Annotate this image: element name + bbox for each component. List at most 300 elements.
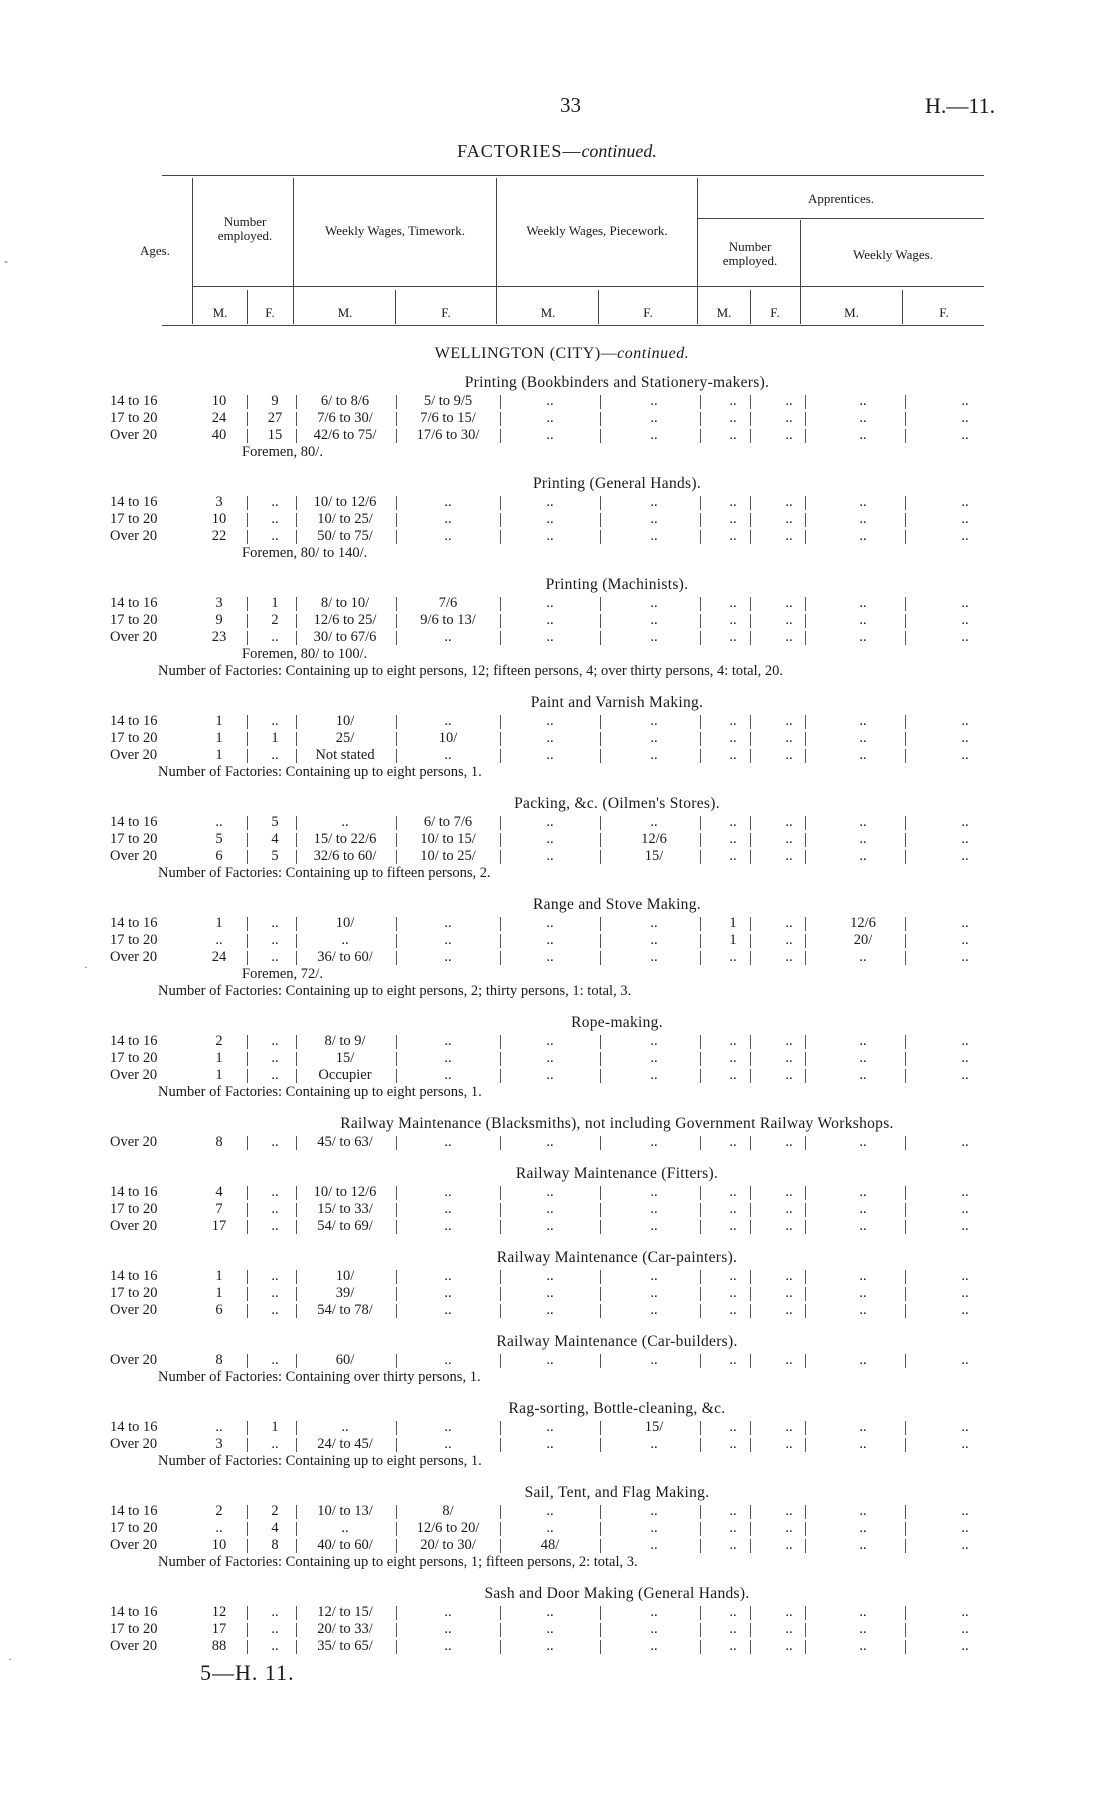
apprentice-female-count-value: ..	[785, 612, 793, 628]
piecework-male-value: ..	[546, 1503, 554, 1519]
column-rule	[296, 1220, 297, 1234]
column-rule	[247, 614, 248, 628]
industry-section	[0, 1114, 1114, 1151]
column-rule	[396, 395, 397, 409]
column-rule	[396, 850, 397, 864]
piecework-female-value: ..	[650, 1503, 658, 1519]
column-rule	[750, 1287, 751, 1301]
column-rule	[500, 1606, 501, 1620]
apprentice-male-count-value: ..	[729, 1218, 737, 1234]
male-count-value: 2	[215, 1033, 223, 1049]
apprentice-male-wages-value: ..	[859, 713, 867, 729]
column-rule	[296, 1052, 297, 1066]
piecework-male-value: ..	[546, 528, 554, 544]
piecework-female-value: ..	[650, 1436, 658, 1452]
piecework-female-value: ..	[650, 1638, 658, 1654]
table-body	[0, 373, 1114, 1668]
apprentice-female-count-value: ..	[785, 730, 793, 746]
piecework-male-value: ..	[546, 1067, 554, 1083]
apprentice-female-wages-value: ..	[961, 595, 969, 611]
section-title: Sail, Tent, and Flag Making.	[524, 1484, 710, 1501]
apprentice-male-count-value: ..	[729, 612, 737, 628]
age-cell: 14 to 16	[110, 915, 158, 931]
column-rule	[750, 917, 751, 931]
header-divider	[800, 220, 801, 324]
column-rule	[750, 1220, 751, 1234]
timework-male-value: 8/ to 9/	[324, 1033, 366, 1049]
column-rule	[600, 1640, 601, 1654]
apprentice-female-count-value: ..	[785, 1436, 793, 1452]
column-rule	[500, 631, 501, 645]
apprentice-male-count-value: ..	[729, 831, 737, 847]
piecework-male-value: ..	[546, 511, 554, 527]
age-cell: 17 to 20	[110, 1285, 158, 1301]
male-count-value: 4	[215, 1184, 223, 1200]
column-rule	[905, 749, 906, 763]
apprentice-female-wages-value: ..	[961, 1285, 969, 1301]
piecework-male-value: ..	[546, 1033, 554, 1049]
male-count-value: ..	[215, 932, 223, 948]
piecework-male-value: ..	[546, 1604, 554, 1620]
female-count-value: ..	[271, 1302, 279, 1318]
column-rule	[296, 1640, 297, 1654]
column-rule	[905, 429, 906, 443]
table-row	[0, 1285, 1114, 1302]
column-rule	[805, 1069, 806, 1083]
column-rule	[600, 816, 601, 830]
column-rule	[905, 850, 906, 864]
timework-female-value: ..	[444, 1218, 452, 1234]
timework-male-value: 36/ to 60/	[317, 949, 373, 965]
industry-section	[0, 1164, 1114, 1235]
female-count-value: 5	[271, 848, 279, 864]
column-rule	[500, 1052, 501, 1066]
column-rule	[905, 1035, 906, 1049]
column-rule	[700, 833, 701, 847]
column-rule	[247, 1220, 248, 1234]
column-rule	[600, 631, 601, 645]
column-rule	[396, 1606, 397, 1620]
foremen-note: Foremen, 80/ to 100/.	[242, 646, 368, 662]
age-cell: Over 20	[110, 1638, 158, 1654]
column-rule	[296, 934, 297, 948]
column-rule	[247, 429, 248, 443]
age-cell: Over 20	[110, 1218, 158, 1234]
apprentice-male-count-value: ..	[729, 747, 737, 763]
factories-note: Number of Factories: Containing over thirty persons, 1.	[158, 1369, 481, 1385]
column-rule	[600, 1035, 601, 1049]
header-number-employed: Number employed.	[217, 214, 273, 243]
column-rule	[805, 1035, 806, 1049]
column-rule	[296, 1522, 297, 1536]
apprentice-male-count-value: ..	[729, 848, 737, 864]
column-rule	[700, 1505, 701, 1519]
female-count-value: 1	[271, 730, 279, 746]
column-rule	[396, 412, 397, 426]
apprentice-female-wages-value: ..	[961, 1638, 969, 1654]
male-count-value: 12	[211, 1604, 227, 1620]
female-count-value: ..	[271, 747, 279, 763]
column-rule	[700, 1640, 701, 1654]
piecework-male-value: ..	[546, 427, 554, 443]
column-rule	[700, 951, 701, 965]
timework-male-value: 54/ to 78/	[317, 1302, 373, 1318]
table-row	[0, 915, 1114, 932]
column-rule	[905, 530, 906, 544]
column-rule	[905, 1623, 906, 1637]
apprentice-male-wages-value: 20/	[853, 932, 873, 948]
male-count-value: 6	[215, 1302, 223, 1318]
column-rule	[500, 1203, 501, 1217]
column-rule	[905, 597, 906, 611]
table-row	[0, 612, 1114, 629]
apprentice-female-wages-value: ..	[961, 848, 969, 864]
industry-section	[0, 895, 1114, 1000]
column-rule	[296, 816, 297, 830]
column-rule	[296, 1606, 297, 1620]
column-rule	[905, 1421, 906, 1435]
factories-note: Number of Factories: Containing up to eight persons, 1; fifteen persons, 2: total, 3.	[158, 1554, 638, 1570]
age-cell: 14 to 16	[110, 713, 158, 729]
apprentice-male-count-value: ..	[729, 1352, 737, 1368]
column-rule	[247, 1270, 248, 1284]
column-rule	[905, 1354, 906, 1368]
female-count-value: 4	[271, 831, 279, 847]
header-weekly-piecework: Weekly Wages, Piecework.	[526, 223, 668, 238]
table-row	[0, 1537, 1114, 1554]
piecework-male-value: ..	[546, 747, 554, 763]
apprentice-male-wages-value: ..	[859, 393, 867, 409]
column-rule	[600, 1438, 601, 1452]
column-rule	[296, 530, 297, 544]
age-cell: 17 to 20	[110, 831, 158, 847]
column-rule	[247, 412, 248, 426]
piecework-female-value: ..	[650, 915, 658, 931]
timework-male-value: 50/ to 75/	[317, 528, 373, 544]
piecework-female-value: 15/	[644, 848, 664, 864]
apprentice-female-count-value: ..	[785, 1218, 793, 1234]
column-rule	[750, 412, 751, 426]
table-row	[0, 629, 1114, 646]
age-cell: 17 to 20	[110, 1050, 158, 1066]
section-title: Packing, &c. (Oilmen's Stores).	[514, 795, 720, 812]
timework-male-value: 10/	[335, 1268, 355, 1284]
column-rule	[500, 850, 501, 864]
column-rule	[600, 496, 601, 510]
column-rule	[905, 496, 906, 510]
female-count-value: 9	[271, 393, 279, 409]
column-rule	[247, 496, 248, 510]
apprentice-male-count-value: ..	[729, 814, 737, 830]
table-row	[0, 932, 1114, 949]
apprentice-male-wages-value: ..	[859, 528, 867, 544]
column-rule	[700, 412, 701, 426]
timework-male-value: 35/ to 65/	[317, 1638, 373, 1654]
table-row	[0, 1033, 1114, 1050]
column-rule	[247, 1069, 248, 1083]
table-row	[0, 713, 1114, 730]
column-rule	[700, 1203, 701, 1217]
column-rule	[700, 917, 701, 931]
piecework-male-value: ..	[546, 1184, 554, 1200]
column-rule	[500, 530, 501, 544]
timework-male-value: 12/6 to 25/	[313, 612, 377, 628]
column-rule	[396, 1505, 397, 1519]
timework-female-value: ..	[444, 1050, 452, 1066]
table-row	[0, 1352, 1114, 1369]
column-rule	[396, 1035, 397, 1049]
column-rule	[600, 395, 601, 409]
column-rule	[396, 1203, 397, 1217]
apprentice-female-count-value: ..	[785, 1621, 793, 1637]
column-rule	[296, 1069, 297, 1083]
female-count-value: ..	[271, 1638, 279, 1654]
female-count-value: ..	[271, 1268, 279, 1284]
column-rule	[805, 429, 806, 443]
header-divider	[496, 178, 497, 324]
column-rule	[247, 631, 248, 645]
female-count-value: ..	[271, 949, 279, 965]
piecework-female-value: ..	[650, 1033, 658, 1049]
piecework-female-value: ..	[650, 1520, 658, 1536]
apprentice-male-wages-value: ..	[859, 1419, 867, 1435]
header-m: M.	[212, 305, 228, 320]
table-row	[0, 393, 1114, 410]
column-rule	[905, 614, 906, 628]
apprentice-female-wages-value: ..	[961, 949, 969, 965]
column-rule	[600, 1052, 601, 1066]
apprentice-female-wages-value: ..	[961, 932, 969, 948]
timework-female-value: 12/6 to 20/	[416, 1520, 480, 1536]
male-count-value: 1	[215, 915, 223, 931]
column-rule	[247, 1606, 248, 1620]
female-count-value: ..	[271, 494, 279, 510]
margin-mark: -	[4, 254, 8, 268]
apprentice-female-count-value: ..	[785, 831, 793, 847]
column-rule	[600, 614, 601, 628]
age-cell: 14 to 16	[110, 393, 158, 409]
apprentice-male-wages-value: ..	[859, 814, 867, 830]
piecework-female-value: ..	[650, 932, 658, 948]
timework-female-value: ..	[444, 528, 452, 544]
column-rule	[805, 1438, 806, 1452]
column-rule	[905, 917, 906, 931]
apprentice-male-wages-value: ..	[859, 1537, 867, 1553]
column-rule	[750, 934, 751, 948]
column-rule	[296, 614, 297, 628]
column-rule	[500, 1287, 501, 1301]
column-rule	[247, 1421, 248, 1435]
male-count-value: 10	[211, 511, 227, 527]
apprentice-female-count-value: ..	[785, 1520, 793, 1536]
age-cell: 17 to 20	[110, 1520, 158, 1536]
age-cell: 17 to 20	[110, 511, 158, 527]
industry-section	[0, 794, 1114, 882]
column-rule	[296, 749, 297, 763]
apprentice-male-count-value: ..	[729, 629, 737, 645]
apprentice-male-count-value: ..	[729, 1302, 737, 1318]
column-rule	[500, 597, 501, 611]
age-cell: 17 to 20	[110, 612, 158, 628]
column-rule	[700, 1069, 701, 1083]
column-rule	[750, 1623, 751, 1637]
column-rule	[750, 614, 751, 628]
timework-male-value: 10/	[335, 915, 355, 931]
piecework-female-value: ..	[650, 814, 658, 830]
female-count-value: ..	[271, 629, 279, 645]
male-count-value: 24	[211, 949, 227, 965]
section-title: Railway Maintenance (Car-builders).	[496, 1333, 738, 1350]
timework-male-value: 39/	[335, 1285, 355, 1301]
timework-female-value: 10/ to 15/	[420, 831, 476, 847]
column-rule	[905, 1203, 906, 1217]
column-rule	[247, 1539, 248, 1553]
apprentice-male-count-value: ..	[729, 494, 737, 510]
header-m: M.	[716, 305, 732, 320]
timework-male-value: 10/ to 12/6	[313, 1184, 377, 1200]
header-f: F.	[643, 305, 653, 320]
industry-section	[0, 1483, 1114, 1571]
header-rule-mid	[192, 286, 984, 287]
column-rule	[700, 816, 701, 830]
column-rule	[750, 429, 751, 443]
apprentice-male-wages-value: ..	[859, 1302, 867, 1318]
timework-female-value: ..	[444, 1268, 452, 1284]
column-rule	[700, 429, 701, 443]
timework-female-value: ..	[444, 747, 452, 763]
age-cell: Over 20	[110, 629, 158, 645]
piecework-male-value: ..	[546, 949, 554, 965]
male-count-value: 6	[215, 848, 223, 864]
column-rule	[396, 631, 397, 645]
industry-section	[0, 693, 1114, 781]
apprentice-male-count-value: 1	[729, 915, 737, 931]
timework-female-value: ..	[444, 1033, 452, 1049]
apprentice-male-wages-value: ..	[859, 949, 867, 965]
age-cell: 14 to 16	[110, 1604, 158, 1620]
female-count-value: ..	[271, 1285, 279, 1301]
male-count-value: 8	[215, 1134, 223, 1150]
column-rule	[805, 1287, 806, 1301]
column-rule	[296, 513, 297, 527]
male-count-value: 23	[211, 629, 227, 645]
column-rule	[600, 917, 601, 931]
city-suffix: continued.	[617, 345, 690, 362]
apprentice-female-wages-value: ..	[961, 1218, 969, 1234]
column-rule	[500, 412, 501, 426]
column-rule	[750, 715, 751, 729]
table-row	[0, 494, 1114, 511]
column-rule	[905, 1136, 906, 1150]
table-row	[0, 848, 1114, 865]
factories-note: Number of Factories: Containing up to fifteen persons, 2.	[158, 865, 491, 881]
header-apprentices-number: Number employed.	[722, 239, 778, 268]
column-rule	[805, 715, 806, 729]
age-cell: Over 20	[110, 1302, 158, 1318]
table-row	[0, 1419, 1114, 1436]
apprentice-female-count-value: ..	[785, 814, 793, 830]
column-rule	[600, 732, 601, 746]
timework-female-value: ..	[444, 713, 452, 729]
column-rule	[296, 597, 297, 611]
column-rule	[805, 1640, 806, 1654]
column-rule	[247, 715, 248, 729]
timework-female-value: ..	[444, 915, 452, 931]
column-rule	[247, 1052, 248, 1066]
male-count-value: 1	[215, 1067, 223, 1083]
table-row	[0, 1520, 1114, 1537]
column-rule	[296, 1035, 297, 1049]
age-cell: 17 to 20	[110, 932, 158, 948]
column-rule	[296, 1438, 297, 1452]
section-title: Sash and Door Making (General Hands).	[484, 1585, 750, 1602]
column-rule	[247, 1505, 248, 1519]
column-rule	[247, 1203, 248, 1217]
apprentice-female-count-value: ..	[785, 1352, 793, 1368]
column-rule	[805, 530, 806, 544]
apprentice-female-wages-value: ..	[961, 629, 969, 645]
male-count-value: 17	[211, 1621, 227, 1637]
apprentice-female-wages-value: ..	[961, 1352, 969, 1368]
female-count-value: ..	[271, 1436, 279, 1452]
column-rule	[750, 395, 751, 409]
header-m: M.	[844, 305, 859, 320]
timework-female-value: ..	[444, 1134, 452, 1150]
table-row	[0, 1436, 1114, 1453]
apprentice-female-wages-value: ..	[961, 410, 969, 426]
timework-male-value: 60/	[335, 1352, 355, 1368]
apprentice-male-wages-value: ..	[859, 1436, 867, 1452]
apprentice-male-count-value: ..	[729, 1621, 737, 1637]
apprentice-male-wages-value: ..	[859, 1268, 867, 1284]
apprentice-female-count-value: ..	[785, 1604, 793, 1620]
timework-female-value: ..	[444, 494, 452, 510]
column-rule	[805, 513, 806, 527]
column-rule	[600, 1304, 601, 1318]
column-rule	[600, 1539, 601, 1553]
column-rule	[700, 1421, 701, 1435]
female-count-value: 15	[267, 427, 283, 443]
apprentice-male-wages-value: ..	[859, 1520, 867, 1536]
apprentice-male-wages-value: ..	[859, 1033, 867, 1049]
apprentice-male-wages-value: ..	[859, 494, 867, 510]
industry-section	[0, 373, 1114, 461]
timework-male-value: 30/ to 67/6	[313, 629, 377, 645]
apprentice-male-wages-value: ..	[859, 848, 867, 864]
timework-female-value: ..	[444, 949, 452, 965]
piecework-female-value: ..	[650, 494, 658, 510]
female-count-value: ..	[271, 1184, 279, 1200]
column-rule	[600, 1186, 601, 1200]
header-divider	[293, 178, 294, 324]
piecework-male-value: ..	[546, 1201, 554, 1217]
piecework-male-value: ..	[546, 1134, 554, 1150]
piecework-female-value: ..	[650, 427, 658, 443]
age-cell: 14 to 16	[110, 1184, 158, 1200]
age-cell: Over 20	[110, 528, 158, 544]
column-rule	[600, 934, 601, 948]
column-rule	[905, 1270, 906, 1284]
column-rule	[805, 1505, 806, 1519]
apprentice-female-wages-value: ..	[961, 814, 969, 830]
column-rule	[600, 1606, 601, 1620]
factories-note: Number of Factories: Containing up to eight persons, 12; fifteen persons, 4; over thirty persons, 4: total, 20.	[158, 663, 784, 679]
column-rule	[805, 1539, 806, 1553]
table-row	[0, 1134, 1114, 1151]
apprentice-male-count-value: ..	[729, 410, 737, 426]
column-rule	[600, 530, 601, 544]
column-rule	[247, 513, 248, 527]
